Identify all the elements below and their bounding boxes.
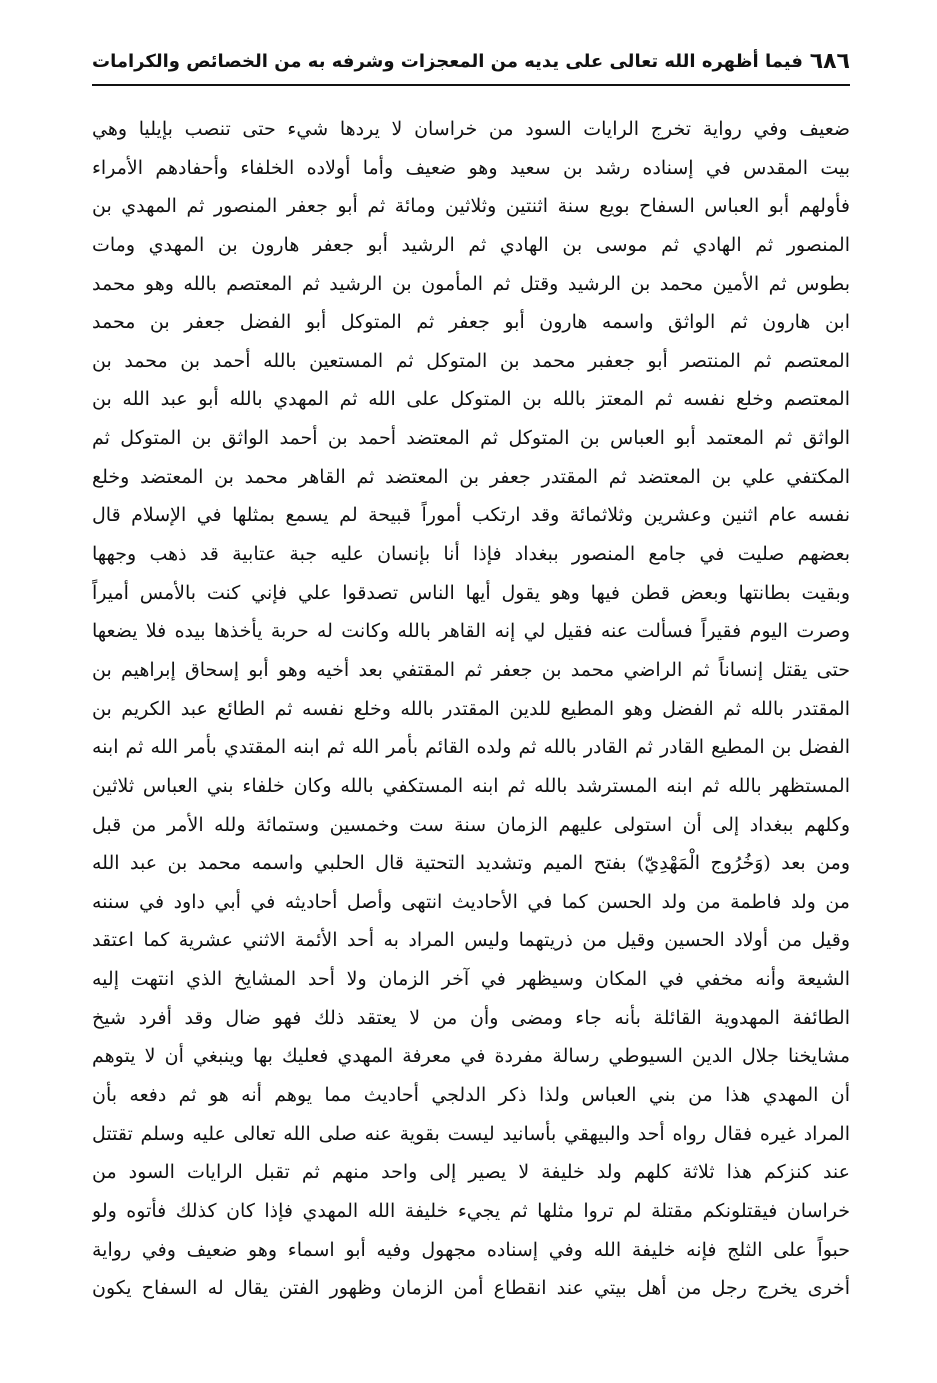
text-line: وصرت اليوم فقيراً فسألت عنه فقيل لي إنه القاهر بالله وكانت له حربة يأخذها بيده فلا يضعها (92, 620, 850, 643)
text-line: المستظهر بالله ثم ابنه المسترشد بالله ثم ابنه المستكفي بالله وكان خلفاء بني العباس ثلاثين (92, 774, 850, 797)
text-line: فأولهم أبو العباس السفاح بويع سنة اثنتين وثلاثين ومائة ثم أبو جعفر المنصور ثم المهدي بن (92, 195, 850, 218)
text-line: بطوس ثم الأمين محمد بن الرشيد وقتل ثم المأمون بن الرشيد ثم المعتصم بالله وهو محمد (92, 272, 850, 295)
text-line: وبقيت بطانتها وبعض قطن فيها وهو يقول أيها الناس تصدقوا علي فإني كنت بالأمس أميراً (92, 581, 850, 604)
text-line: المراد غيره فقال رواه أحد والبيهقي بأسانيد ليست بقوية عنه صلى الله تعالى عليه وسلم تقتتل (92, 1122, 850, 1145)
text-line: من ولد فاطمة من ولد الحسن كما في الأحاديث انتهى وأصل أحاديثه في أبي داود في سننه (92, 890, 850, 913)
text-line: مشايخنا جلال الدين السيوطي رسالة مفردة في معرفة المهدي فعليك بها وينبغي أن لا يتوهم (92, 1045, 850, 1068)
text-line: الواثق ثم المعتمد أبو العباس بن المتوكل ثم المعتضد أحمد بن أحمد الواثق بن المتوكل ثم (92, 427, 850, 450)
text-line: حتى يقتل إنساناً ثم الراضي محمد بن جعفر ثم المقتفي بعد أخيه وهو أبو إسحاق إبراهيم بن (92, 658, 850, 681)
running-header (92, 38, 850, 86)
text-line: بيت المقدس في إسناده رشد بن سعيد وهو ضعيف وأما أولاده الخلفاء وأحفادهم الأمراء (92, 156, 850, 179)
body-text (92, 110, 850, 1308)
text-line: عند كنزكم هذا ثلاثة كلهم ولد خليفة لا يصير إلى واحد منهم ثم تقبل الرايات السود من (92, 1161, 850, 1184)
text-line: المعتصم ثم المنتصر أبو جعفبر محمد بن المتوكل ثم المستعين بالله أحمد بن محمد بن (92, 349, 850, 372)
text-line: المقتدر بالله ثم الفضل وهو المطيع للدين المقتدر بالله وخلع نفسه ثم الطائع عبد الكريم بن (92, 697, 850, 720)
text-line: حبواً على الثلج فإنه خليفة الله وفي إسناده مجهول وفيه أبو اسماء وهو ضعيف وفي رواية (92, 1238, 850, 1261)
text-line: المنصور ثم الهادي ثم موسى بن الهادي ثم الرشيد أبو جعفر هارون بن المهدي ومات (92, 233, 850, 256)
text-line: ابن هارون ثم الواثق واسمه هارون أبو جعفر ثم المتوكل أبو الفضل جعفر بن محمد (92, 311, 850, 334)
text-line: المكتفي علي بن المعتضد ثم المقتدر جعفر بن المعتضد ثم القاهر محمد بن المعتضد وخلع (92, 465, 850, 488)
text-line: خراسان فيقتلونكم مقتلة لم تروا مثلها ثم يجيء خليفة الله المهدي فإذا كان كذلك فأتوه ولو (92, 1199, 850, 1222)
text-line: وقيل من أولاد الحسين وقيل من ذريتهما وليس المراد به أحد الأئمة الاثني عشرية كما اعتقد (92, 929, 850, 952)
text-line: الفضل بن المطيع القادر ثم القادر بالله ثم ولده القائم بأمر الله ثم ابنه المقتدي بأمر الله ثم ابنه (92, 736, 850, 759)
text-line: الشيعة وأنه مخفي في المكان وسيظهر في آخر الزمان ولا أحد المشايخ الذي انتهت إليه (92, 968, 850, 991)
text-line: بعضهم صليت في جامع المنصور ببغداد فإذا أنا بإنسان عليه جبة عتابية قد ذهب وجهها (92, 543, 850, 566)
text-line: المعتصم وخلع نفسه ثم المعتز بالله بن المتوكل على الله ثم المهدي بالله أبو عبد الله بن (92, 388, 850, 411)
text-line: نفسه عام اثنين وعشرين وثلاثمائة وقد ارتكب أموراً قبيحة لم يسمع بمثلها في الإسلام قال (92, 504, 850, 527)
page-number: ٦٨٦ (809, 48, 850, 74)
text-line: أن المهدي هذا من بني العباس ولذا ذكر الدلجي أحاديث مما يوهم أنه هو ثم دفعه بأن (92, 1084, 850, 1107)
text-line: الطائفة المهدوية القائلة بأنه جاء ومضى وأن من لا يعتقد ذلك فهو ضال وقد أفرد شيخ (92, 1006, 850, 1029)
text-line: أخرى يخرج رجل من أهل بيتي عند انقطاع أمن الزمان وظهور الفتن يقال له السفاح يكون (92, 1277, 850, 1300)
chapter-title: فيما أظهره الله تعالى على يديه من المعجزات وشرفه به من الخصائص والكرامات (92, 50, 803, 72)
text-line: ضعيف وفي رواية تخرج الرايات السود من خراسان لا يردها شيء حتى تنصب بإيليا وهي (92, 118, 850, 140)
text-line: وكلهم ببغداد إلى أن استولى عليهم الزمان سنة ست وخمسين وستمائة ولله الأمر من قبل (92, 813, 850, 836)
text-line: ومن بعد (وَخُرُوج الْمَهْدِيّ) بفتح الميم وتشديد التحتية قال الحلبي واسمه محمد بن عبد الله (92, 852, 850, 875)
